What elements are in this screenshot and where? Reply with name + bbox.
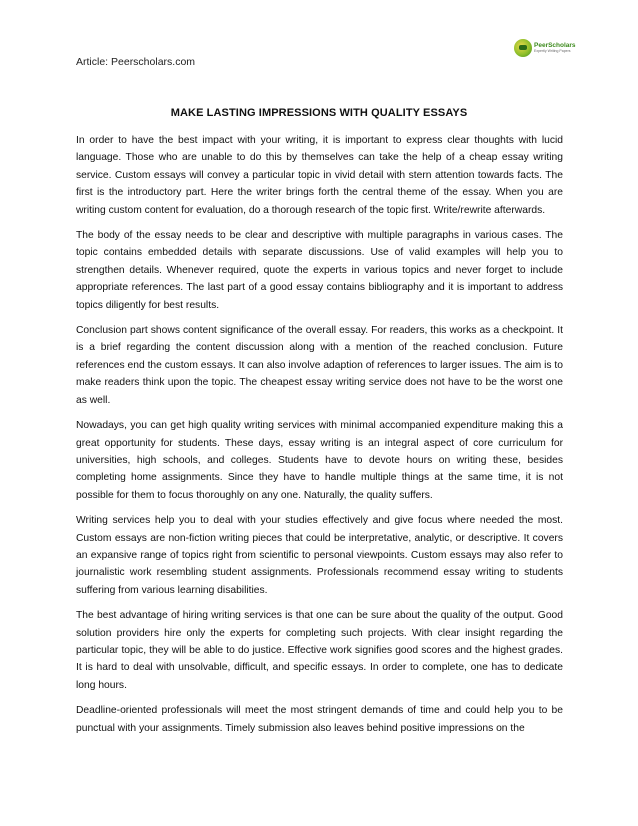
- paragraph-intro: In order to have the best impact with your writing, it is important to express clear thoughts with lucid language. Those who are unable to do this by themselves can take the help of a cheap essay writing service. Custom essays will convey a particular topic in vivid detail with stern attention towards facts. The first is the introductory part. Here the writer brings forth the central theme of the essay. When you are writing custom content for evaluation, do a thorough research of the topic first. Write/rewrite afterwards.: [76, 135, 563, 216]
- peerscholars-logo: [514, 38, 576, 58]
- paragraph-conclusion: Conclusion part shows content significance of the overall essay. For readers, this works as a checkpoint. It is a brief regarding the content discussion along with a mention of the reached conclusion. Future references end the custom essays. It can also involve adaption of references to larger issues. The aim is to make readers think upon the topic. The cheapest essay writing service does not have to be the worst one as well.: [76, 325, 563, 406]
- paragraph-advantage: The best advantage of hiring writing services is that one can be sure about the quality of the output. Good solution providers hire only the experts for completing such projects. With clear insight regarding the particular topic, they will be able to do justice. Effective work signifies good scores and the highest grades. It is hard to deal with unsolvable, difficult, and specific essays. In order to complete, one has to dedicate long hours.: [76, 610, 563, 691]
- paragraph-body: The body of the essay needs to be clear and descriptive with multiple paragraphs in various cases. The topic contains embedded details with separate discussions. Use of valid examples will help you to strengthen details. Whenever required, quote the experts in various topics and never forget to include appropriate references. The last part of a good essay contains bibliography and it is important to address topics diligently for best results.: [76, 230, 563, 311]
- logo-tagline: Expertly Writing Papers: [534, 49, 571, 53]
- article-source-label: Article: Peerscholars.com: [76, 56, 196, 68]
- document-title: MAKE LASTING IMPRESSIONS WITH QUALITY ESSAYS: [170, 107, 468, 119]
- logo-icon: [514, 39, 532, 57]
- document-body: [76, 132, 563, 745]
- logo-text: [534, 43, 576, 54]
- paragraph-nowadays: Nowadays, you can get high quality writing services with minimal accompanied expenditure making this a great opportunity for students. These days, essay writing is an integral aspect of core curriculum for universities, high schools, and colleges. Students have to devote hours on writing these, besides completing home assignments. Since they have to handle multiple things at the same time, it is not possible for them to focus thoroughly on any one. Naturally, the quality suffers.: [76, 420, 563, 501]
- logo-name: PeerScholars: [534, 41, 576, 49]
- paragraph-writing-services: Writing services help you to deal with your studies effectively and give focus where needed the most. Custom essays are non-fiction writing pieces that could be interpretative, analytic, or descriptive. It covers an expansive range of topics right from scientific to personal viewpoints. Custom essays may also refer to journalistic work resembling student assignments. Professionals recommend essay writing to students suffering from various learning disabilities.: [76, 515, 563, 596]
- paragraph-deadline: Deadline-oriented professionals will meet the most stringent demands of time and could help you to be punctual with your assignments. Timely submission also leaves behind positive impressions on the: [76, 705, 563, 734]
